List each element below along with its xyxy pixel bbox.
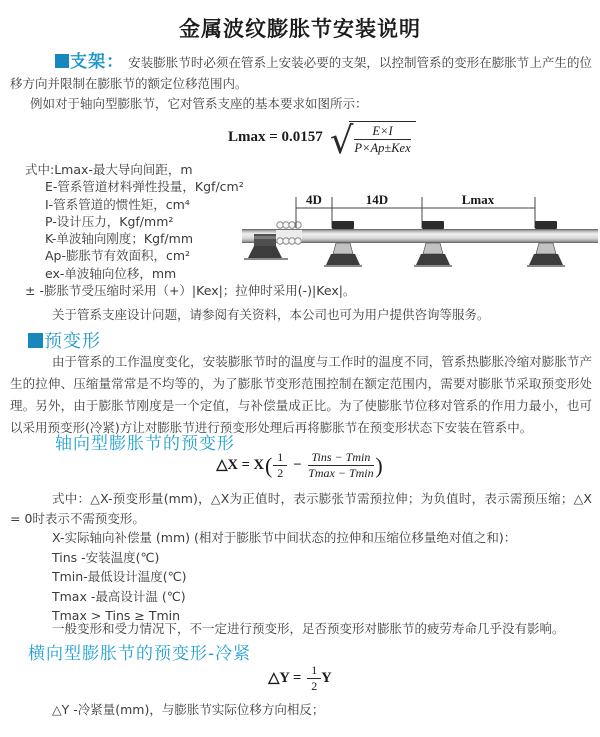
fraction-denominator: 2 bbox=[311, 679, 318, 694]
definition-item: E-管系管道材料弹性投量，Kgf/cm² bbox=[45, 179, 244, 195]
dim-label-4d: 4D bbox=[306, 192, 322, 207]
support-spacing-diagram bbox=[242, 192, 598, 292]
half-fraction bbox=[307, 664, 321, 694]
formula-lhs: △X = X bbox=[216, 457, 264, 474]
definition-item: K-单波轴向刚度；Kgf/mm bbox=[45, 231, 193, 247]
dim-label-14d: 14D bbox=[365, 192, 389, 207]
temperature-fraction bbox=[308, 451, 375, 481]
support-heading-label: 支架： bbox=[70, 52, 125, 72]
service-note-text: 关于管系支座设计问题，请参阅有关资料，本公司也可为用户提供咨询等服务。 bbox=[52, 307, 490, 322]
definition-item: P-设计压力，Kgf/mm² bbox=[45, 213, 174, 229]
half-fraction bbox=[273, 451, 287, 481]
dimension-line bbox=[296, 197, 535, 228]
fraction-denominator: P×Ap±Kex bbox=[354, 140, 411, 155]
fraction-numerator: Tins − Tmin bbox=[308, 451, 375, 466]
definition-item: ex-单波轴向位移，mm bbox=[45, 265, 177, 281]
support-example-text: 例如对于轴向型膨胀节，它对管系支座的基本要求如图所示： bbox=[30, 96, 368, 111]
definition-item: Tmin-最低设计温度(℃) bbox=[52, 569, 187, 585]
dim-label-lmax: Lmax bbox=[461, 192, 495, 207]
lateral-item-text: △Y -冷紧量(mm)，与膨胀节实际位移方向相反； bbox=[52, 702, 325, 717]
open-paren: ( bbox=[264, 452, 273, 478]
formula-axial-predeform bbox=[0, 451, 600, 481]
minus-sign: − bbox=[293, 457, 302, 474]
definition-item: X-实际轴向补偿量 (mm) (相对于膨胀节中间状态的拉伸和压缩位移量绝对值之和)： bbox=[52, 530, 517, 545]
definition-item: ± -膨胀节受压缩时采用（+）|Kex|；拉伸时采用(-)|Kex|。 bbox=[25, 283, 356, 299]
fraction-numerator: 1 bbox=[273, 451, 287, 466]
section-marker-icon bbox=[28, 333, 43, 348]
fraction-numerator: 1 bbox=[307, 664, 321, 679]
formula-lmax bbox=[228, 119, 416, 162]
sqrt-radical-icon: √ bbox=[329, 119, 354, 162]
sqrt-content bbox=[349, 121, 415, 155]
pipe-support-icon bbox=[414, 221, 452, 267]
definition-item: Tins -安装温度(℃) bbox=[52, 549, 160, 565]
axial-explain-text: 式中：△X-预变形量(mm)，△X为正值时，表示膨张节需预拉伸；为负值时，表示需预压缩；△X = 0时表示不需预变形。 bbox=[10, 491, 592, 526]
predeform-section-heading bbox=[28, 327, 101, 353]
support-intro-paragraph bbox=[10, 52, 592, 94]
definition-item: I-管系管道的惯性矩，cm⁴ bbox=[45, 196, 190, 212]
predeform-body-text: 由于管系的工作温度变化，安装膨胀节时的温度与工作时的温度不同，管系热膨胀冷缩对膨胀节产生的拉伸、压缩量常常是不均等的，为了膨胀节变形范围控制在额定范围内，需要对膨胀节采取预变形处理。另外，由于膨胀节刚度是一个定值，与补偿量成正比。为了使膨胀节位移对管系的作用力最小，也可以采用预变形(冷紧)方让对膨胀节进行预变形处理后再将膨胀节在预变形状态下安装在管系中。 bbox=[10, 354, 592, 435]
page-title: 金属波纹膨胀节安装说明 bbox=[179, 17, 421, 41]
close-paren: ) bbox=[375, 452, 383, 478]
axial-note-text: 一般变形和受力情况下，不一定进行预变形，足否预变形对膨胀节的疲劳寿命几乎没有影响。 bbox=[52, 621, 565, 636]
support-section-heading bbox=[55, 52, 124, 72]
definition-item: Ap-膨胀节有效面积，cm² bbox=[45, 248, 191, 264]
bellows-icon bbox=[276, 222, 302, 244]
fraction-denominator: Tmax − Tmin bbox=[308, 466, 374, 481]
pipe-support-icon bbox=[527, 221, 565, 267]
formula-lateral-coldtight bbox=[0, 664, 600, 694]
fraction bbox=[354, 124, 410, 155]
definition-item: 式中:Lmax-最大导向间距，m bbox=[25, 162, 193, 177]
support-intro-text: 安装膨胀节时必须在管系上安装必要的支架，以控制管系的变形在膨胀节上产生的位移方向并限制在膨胀节的额定位移范围内。 bbox=[10, 55, 592, 91]
fraction-numerator: E×I bbox=[354, 124, 410, 140]
fraction-denominator: 2 bbox=[277, 466, 284, 481]
formula-lmax-lhs: Lmax = 0.0157 bbox=[228, 129, 323, 146]
formula-rhs: Y bbox=[321, 670, 332, 687]
axial-definitions-list bbox=[52, 528, 516, 626]
pipe-support-icon bbox=[324, 221, 362, 267]
definition-item: Tmax -最高设计温 (℃) bbox=[52, 588, 186, 604]
axial-subheading: 轴向型膨胀节的预变形 bbox=[55, 434, 235, 454]
formula-lhs: △Y = bbox=[268, 670, 302, 687]
definition-item: Tmax > Tins ≥ Tmin bbox=[52, 608, 181, 624]
predeform-heading-label: 预变形 bbox=[44, 331, 101, 352]
section-marker-icon bbox=[55, 54, 69, 68]
lateral-subheading: 横向型膨胀节的预变形-冷紧 bbox=[28, 644, 252, 664]
